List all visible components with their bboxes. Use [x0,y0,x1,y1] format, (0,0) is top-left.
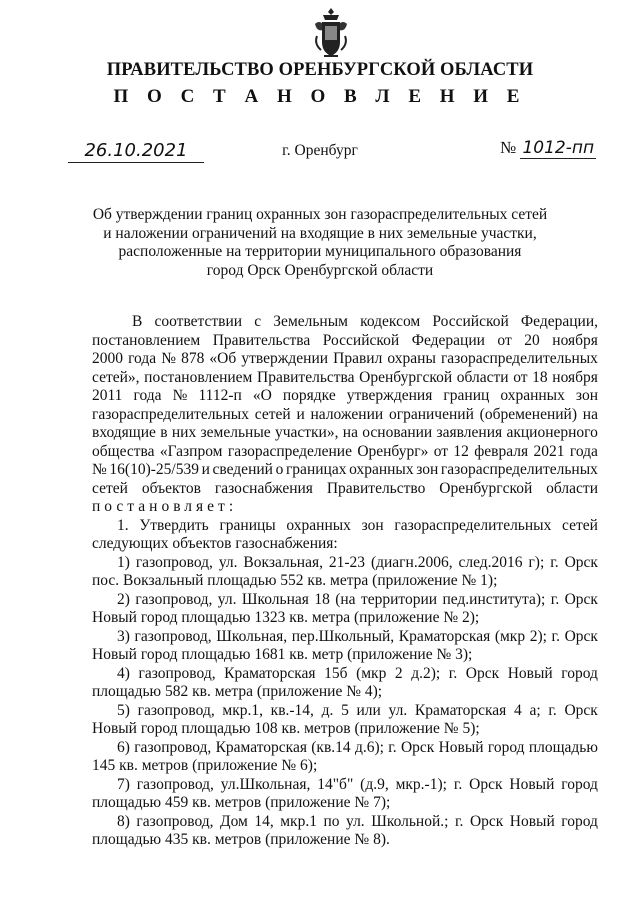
body-word: 18 [532,368,548,386]
decree-number [500,138,596,159]
body-line [92,831,598,850]
body-word: Новый [438,738,484,756]
body-word: по [323,812,340,830]
body-word: 12 [453,442,469,460]
body-word: Правительство [326,479,426,497]
body-word: Орск [465,664,500,682]
body-word: Орск [469,775,503,793]
body-line [92,628,598,647]
body-word: года [569,442,598,460]
decree-city: г. Оренбург [282,142,358,159]
body-word: 4) [117,664,130,682]
body-word: Правительства [257,368,355,386]
body-word: газораспределительных [394,516,552,534]
body-line [92,665,598,684]
body-word: Орск [564,627,598,645]
body-word: 7) [117,775,130,793]
body-word: Новый [509,812,555,830]
body-word: 8) [117,812,130,830]
body-word: 4 [514,701,522,719]
body-text: Новый город площадью 1323 кв. метра (приложение № 2); [92,609,480,626]
body-word: 878 [181,350,205,367]
body-word: года [128,350,157,367]
body-word: них [171,424,197,441]
body-word: Правительства [212,331,311,349]
body-word: (обременений) [479,405,577,423]
body-word: с [254,313,262,330]
body-word: газопровод, [134,627,212,645]
body-word: 14, [254,812,274,830]
body-word: Орск [564,553,598,571]
body-word: 3) [117,627,130,645]
body-line [92,480,598,499]
body-word: газораспределительных [440,350,598,367]
body-word: газопровод, [136,812,214,830]
body-word: 5) [117,701,130,719]
body-word: газопровод, [134,738,212,756]
body-word: площадью [528,738,598,756]
body-word: от [433,442,449,460]
body-word: 1. [117,516,129,534]
body-word: на [582,405,598,423]
body-word: «Об [209,350,237,367]
body-word: или [356,701,381,719]
body-word: Школьной.; [371,812,449,830]
body-word: заявления [436,424,503,441]
body-word: № [92,461,107,478]
body-word: 21-23 [328,553,366,571]
body-word: газоснабжения [214,479,313,497]
number-value: 1012-пп [522,138,595,158]
body-word: и [201,461,210,478]
body-text: площадью 459 кв. метров (приложение № 7); [92,794,391,811]
body-word: Краматорская [398,627,491,645]
body-word: г. [551,627,560,645]
body-line [92,609,598,628]
body-word: (на [335,590,356,608]
body-word: 1) [117,553,130,571]
body-word: газораспределительных [92,405,249,423]
body-word: кв.-14, [270,701,314,719]
body-word: Краматорская [215,738,307,756]
body-word: ограничений [388,405,474,423]
body-line [92,702,598,721]
body-word: сетей [92,479,128,497]
body-word: ул.Школьная, [220,775,311,793]
body-line [92,554,598,573]
body-line [92,794,598,813]
body-word: город [561,664,598,682]
body-word: охранных [349,461,414,478]
body-word: пер.Школьный, [291,627,395,645]
body-line [92,350,598,369]
body-word: № [161,350,176,367]
body-word: Российской [322,331,400,349]
body-line [92,424,598,443]
body-word: сетей [562,516,598,534]
body-word: Федерации, [520,313,598,330]
body-line [92,535,598,554]
body-word: Орск [564,701,598,719]
body-word: 2); [529,627,547,645]
body-line [92,498,598,517]
body-word: 6) [117,738,130,756]
body-word: от [513,368,528,386]
body-word: зон [575,387,598,404]
body-line [92,332,598,351]
body-word: д.6); [354,738,384,756]
body-word: зон [361,516,384,534]
body-word: Орск [400,738,435,756]
body-word: Правил [333,350,383,367]
body-word: Федерации [411,331,485,349]
body-word: охранных [286,516,351,534]
body-word: г. [548,701,557,719]
body-word: след.2016 [458,553,523,571]
body-line [92,739,598,758]
body-word: ул. [217,590,237,608]
body-word: на [342,424,358,441]
body-word: Орск [564,590,598,608]
body-word: и [296,405,305,423]
body-line [92,646,598,665]
body-text: пос. Вокзальный площадью 552 кв. метра (приложение № 1); [92,572,498,589]
body-word: объектов [141,479,201,497]
body-word: д.2); [411,664,441,682]
body-word: газораспределительных [440,461,598,478]
body-word: охраны [387,350,436,367]
body-word: охранных [500,387,565,404]
body-word: Краматорская [224,664,316,682]
body-word: 15б [324,664,348,682]
body-word: 2011 [92,387,123,404]
coat-of-arms-emblem [310,6,352,62]
body-word: пед.института); [442,590,546,608]
body-word: газопровод, [136,775,214,793]
body-word: г. [453,775,463,793]
body-word: Новый [507,664,553,682]
body-line [92,387,598,406]
body-word: территории [360,590,438,608]
body-word: года [133,387,162,404]
body-text: площадью 582 кв. метра (приложение № 4); [92,683,383,700]
government-name: ПРАВИТЕЛЬСТВО ОРЕНБУРГСКОЙ ОБЛАСТИ [106,60,534,80]
body-word: газопровод, [137,701,215,719]
body-word: области [546,479,598,497]
body-word: акционерного [506,424,598,441]
body-word: 1112-п [198,387,242,404]
body-word: в [160,424,168,441]
body-word: 2000 [92,350,123,367]
body-word: земельные [200,424,271,441]
body-word: Оренбург» [357,442,429,460]
body-line [92,757,598,776]
body-word: газопровод, [135,553,213,571]
body-word: Школьная, [216,627,288,645]
body-word: 2) [117,590,130,608]
body-word: 2021 [533,442,565,460]
body-word: границах [285,461,347,478]
body-word: газораспределение [227,442,352,460]
body-line [92,369,598,388]
body-word: ул. [218,553,238,571]
body-word: сведений [212,461,273,478]
body-word: 16(10)-25/539 [109,461,199,478]
body-word: город [561,812,598,830]
body-word: 20 [524,331,540,349]
body-word: (кв.14 [311,738,351,756]
body-word: г. [448,664,458,682]
body-word: 2 [394,664,403,682]
body-text: постановляет: [92,498,238,515]
body-word: ноября [552,368,598,386]
body-text: Новый город площадью 1681 кв. метр (приложение № 3); [92,646,473,663]
body-text: Новый город площадью 108 кв. метров (приложение № 5); [92,720,480,737]
body-word: участки», [274,424,339,441]
body-word: 14"б" [317,775,354,793]
body-word: мкр.1 [280,812,317,830]
body-word: сетей [254,405,291,423]
body-word: Краматорская [414,701,507,719]
body-word: Новый [509,775,555,793]
body-text: следующих объектов газоснабжения: [92,535,338,552]
body-word: ул. [388,701,408,719]
body-word: сетей», [92,368,140,386]
body-word: В [132,313,143,330]
body-word: утверждении [241,350,329,367]
body-word: ноября [552,331,598,349]
decree-title [0,206,640,280]
body-word: Школьная [241,590,309,608]
body-word: общества [92,442,155,460]
body-word: (мкр [356,664,387,682]
body-word: г); [528,553,545,571]
body-word: а; [529,701,541,719]
body-word: входящие [92,424,156,441]
title-line: город Орск Оренбургской области [206,261,434,279]
document-type: П О С Т А Н О В Л Е Н И Е [113,86,527,107]
body-line [92,406,598,425]
body-word: г. [388,738,397,756]
body-word: утверждения [346,387,433,404]
body-line [92,461,598,480]
body-word: г. [550,553,559,571]
body-line [92,572,598,591]
body-word: соответствии [154,313,243,330]
body-text: площадью 435 кв. метров (приложение № 8). [92,831,390,848]
body-word: газопровод, [138,664,216,682]
body-word: мкр.1, [222,701,263,719]
body-word: Вокзальная, [243,553,323,571]
body-line [92,443,598,462]
body-word: (диагн.2006, [370,553,453,571]
body-word: город [487,738,525,756]
body-word: зон [416,461,439,478]
body-word: Оренбургской [359,368,453,386]
body-word: границы [219,516,276,534]
body-word: наложении [310,405,384,423]
body-line [92,517,598,536]
body-word: от [497,331,512,349]
decree-date: 26.10.2021 [68,140,204,163]
body-word: кодексом [360,313,421,330]
body-word: Утвердить [139,516,209,534]
body-line [92,313,598,332]
body-word: о [275,461,284,478]
body-word: г. [550,590,560,608]
body-word: основании [362,424,433,441]
body-line [92,591,598,610]
body-word: (мкр [494,627,526,645]
body-word: город [561,775,598,793]
body-word: «Газпром [159,442,223,460]
body-word: (д.9, [360,775,389,793]
body-word: границ [443,387,490,404]
body-word: порядке [282,387,336,404]
decree-body [92,313,598,850]
body-word: постановлением [144,368,253,386]
body-word: № [172,387,188,404]
body-word: газопровод, [135,590,213,608]
title-line: расположенные на территории муниципального образования [118,243,522,260]
body-line [92,813,598,832]
body-line [92,683,598,702]
body-word: постановлением [92,331,201,349]
body-line [92,720,598,739]
title-line: Об утверждении границ охранных зон газораспределительных сетей [92,206,548,223]
body-word: 5 [341,701,349,719]
body-text: 145 кв. метров (приложение № 6); [92,757,318,774]
body-word: Земельным [273,313,348,330]
body-word: Оренбургской [439,479,533,497]
number-sign: № [500,138,517,157]
body-word: 18 [314,590,330,608]
body-word: мкр.-1); [395,775,447,793]
body-word: Дом [220,812,248,830]
body-word: ул. [346,812,365,830]
body-word: «О [252,387,272,404]
body-word: Орск [469,812,504,830]
body-word: Российской [432,313,509,330]
body-word: февраля [474,442,529,460]
body-word: области [456,368,509,386]
title-line: и наложении ограничений на входящие в них земельные участки, [103,224,537,242]
body-word: д. [321,701,334,719]
body-word: г. [454,812,464,830]
body-line [92,776,598,795]
